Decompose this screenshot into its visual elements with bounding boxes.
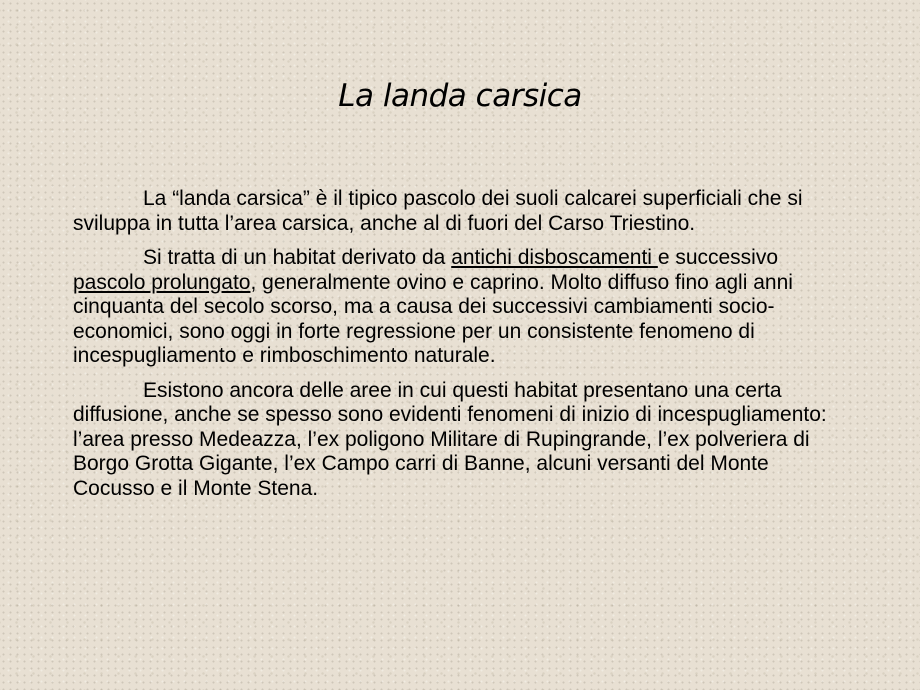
paragraph-habitat-text-c: , generalmente ovino e caprino. Molto diffuso fino agli anni cinquanta del secolo scorso, ma a causa dei successivi cambiamenti socio-economici, sono oggi in forte regressione per un consistente fenomeno di incespugliamento e rimboschimento naturale. (73, 270, 793, 367)
paragraph-habitat-text-a: Si tratta di un habitat derivato da (143, 246, 452, 269)
paragraph-areas-text: Esistono ancora delle aree in cui questi habitat presentano una certa diffusione, anche se spesso sono evidenti fenomeni di inizio di incespugliamento: l’area presso Medeazza, l’ex poligono Militare di Rupingrande, l’ex polveriera di Borgo Grotta Gigante, l’ex Campo carri di Banne, alcuni versanti del Monte Cocusso e il Monte Stena. (73, 378, 827, 500)
paragraph-habitat (73, 246, 853, 369)
slide-body (73, 187, 853, 511)
slide-title: La landa carsica (338, 78, 582, 114)
paragraph-areas (73, 379, 853, 502)
paragraph-habitat-text-b: e successivo (657, 246, 779, 269)
paragraph-intro (73, 187, 853, 236)
paragraph-intro-text: La “landa carsica” è il tipico pascolo dei suoli calcarei superficiali che si sviluppa in tutta l’area carsica, anche al di fuori del Carso Triestino. (73, 187, 803, 235)
underlined-grazing: pascolo prolungato (73, 270, 251, 294)
underlined-deforestation: antichi disboscamenti (451, 246, 658, 269)
